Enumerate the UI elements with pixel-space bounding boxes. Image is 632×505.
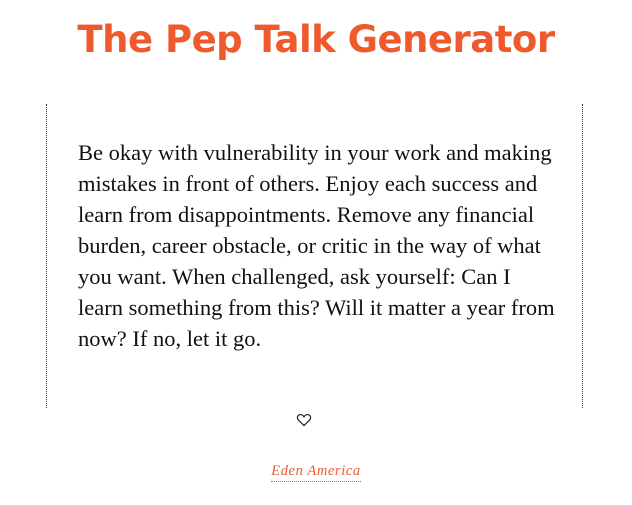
author-link[interactable]: Eden America: [271, 463, 360, 482]
quote-card: [46, 104, 583, 408]
author-credit: [0, 462, 632, 480]
page-title: The Pep Talk Generator: [77, 18, 555, 61]
pep-talk-text: Be okay with vulnerability in your work and making mistakes in front of others. Enjoy each success and learn from disappointments. Remove any financial burden, career obstacle, or critic in the way of what you want. When challenged, ask yourself: Can I learn something from this? Will it matter a year from now? If no, let it go.: [78, 140, 555, 351]
heart-icon[interactable]: [296, 412, 312, 428]
heart-outline-icon: [296, 412, 312, 428]
